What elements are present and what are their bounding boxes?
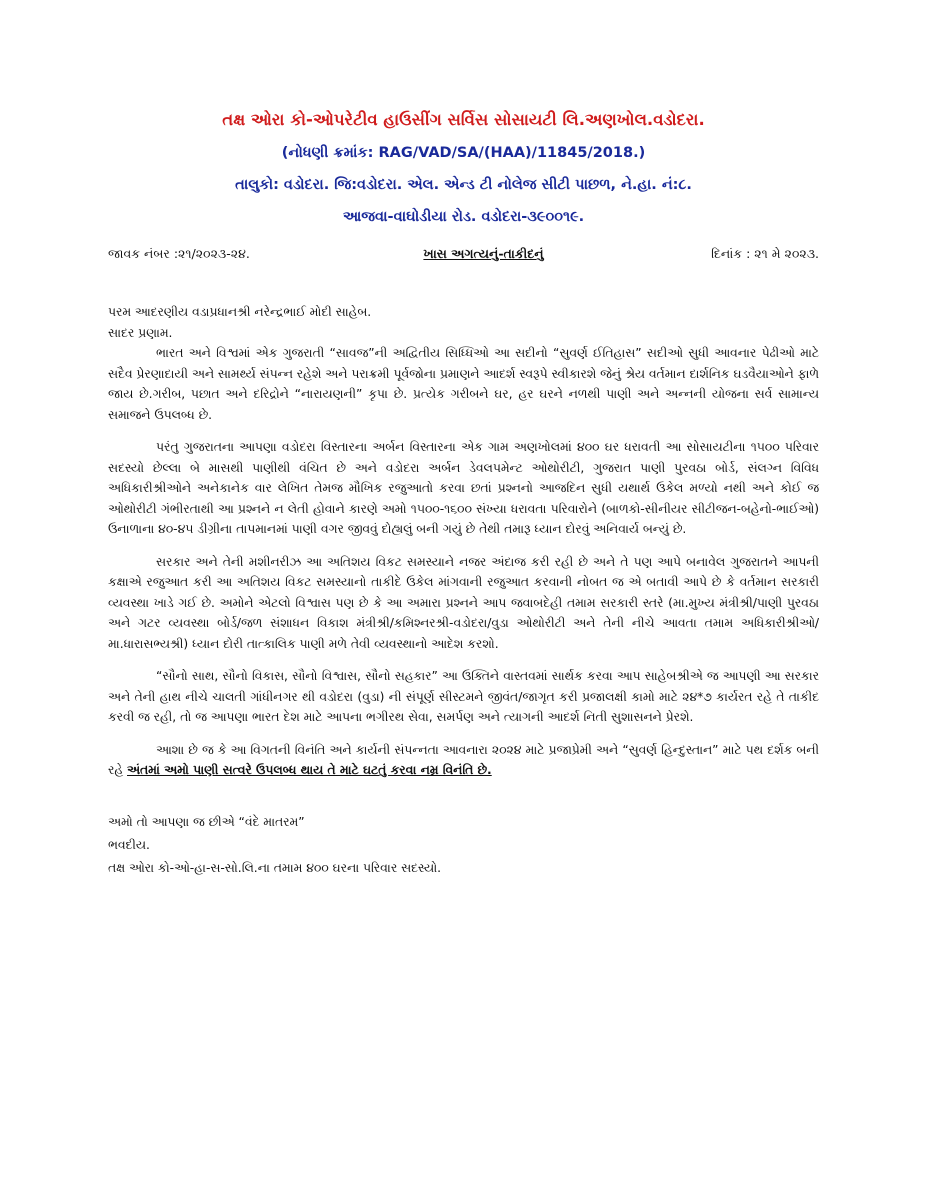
paragraph-5 [108,740,819,781]
closing-line-vande-mataram: અમો તો આપણા જ છીએ “વંદે માતરમ” [108,814,305,829]
closing-signatory: તક્ષ ઓરા કો-ઓ-હા-સ-સો.લિ.ના તમામ ૪૦૦ ઘરના પરિવાર સદસ્યો. [108,860,442,875]
outward-reference: જાવક નંબર :૨૧/૨૦૨૩-૨૪. [108,246,250,261]
address-line-1: તાલુકો: વડોદરા. જિ:વડોદરા. એલ. એન્ડ ટી નોલેજ સીટી પાછળ, ને.હા. નં:૮. [235,177,692,193]
society-title: તક્ષ ઓરા કો-ઓપરેટીવ હાઉસીંગ સર્વિસ સોસાયટી લિ.અણખોલ.વડોદરા. [222,110,705,129]
recipient: પરમ આદરણીય વડાપ્રધાનશ્રી નરેન્દ્રભાઈ મોદી સાહેબ. [108,305,372,319]
paragraph-2: પરંતુ ગુજરાતના આપણા વડોદરા વિસ્તારના અર્બન વિસ્તારના એક ગામ અણખોલમાં ૪૦૦ ઘર ધરાવતી આ સોસાયટીના ૧૫૦૦ પરિવાર સદસ્યો છેલ્લા બે માસથી પાણીથી વંચિત છે અને વડોદરા અર્બન ડેવલપમેન્ટ ઓથોરીટી, ગુજરાત પાણી પુરવઠા બોર્ડ, સંલગ્ન વિવિધ અધિકારીશ્રીઓને અનેકાનેક વાર લેખિત તેમજ મૌખિક રજુઆતો કરવા છતાં પ્રશ્નનો આજદિન સુધી યથાર્થ ઉકેલ મળ્યો નથી અને કોઈ જ ઓથોરીટી ગંભીરતાથી આ પ્રશ્નને ન લેતી હોવાને કારણે અમો ૧૫૦૦-૧૬૦૦ સંખ્યા ધરાવતા પરિવારોને (બાળકો-સીનીયર સીટીજન-બહેનો-ભાઈઓ) ઉનાળાના ૪૦-૪૫ ડીગ્રીના તાપમાનમાં પાણી વગર જીવવું દોહ્યલું બની ગયું છે તેથી તમારૂ ધ્યાન દોરવું અનિવાર્ય બન્યું છે. [108,440,819,536]
paragraph-3: સરકાર અને તેની મશીનરીઝ આ અતિશય વિકટ સમસ્યાને નજર અંદાજ કરી રહી છે અને તે પણ આપે બનાવેલ ગુજરાતને આપની કક્ષાએ રજુઆત કરી આ અતિશય વિકટ સમસ્યાનો તાકીદે ઉકેલ માંગવાની રજુઆત કરવાની નોબત જ એ બતાવી આપે છે કે વર્તમાન સરકારી વ્યવસ્થા ખાડે ગઈ છે. અમોને એટલો વિશ્વાસ પણ છે કે આ અમારા પ્રશ્નને આપ જવાબદેહી તમામ સરકારી સ્તરે (મા.મુખ્ય મંત્રીશ્રી/પાણી પુરવઠા અને ગટર વ્યવસ્થા બોર્ડ/જળ સંશાધન વિકાશ મંત્રીશ્રી/કમિશ્નરશ્રી-વડોદરા/વુડા ઓથોરીટી અને તેની નીચે આવતા તમામ અધિકારીશ્રીઓ/મા.ધારાસભ્યશ્રી) ધ્યાન દોરી તાત્કાલિક પાણી મળે તેવી વ્યવસ્થાનો આદેશ કરશો. [108,554,819,651]
paragraph-4: “સૌનો સાથ, સૌનો વિકાસ, સૌનો વિશ્વાસ, સૌનો સહકાર” આ ઉક્તિને વાસ્તવમાં સાર્થક કરવા આપ સાહેબશ્રીએ જ આપણી આ સરકાર અને તેની હાથ નીચે ચાલતી ગાંધીનગર થી વડોદરા (વુડા) ની સંપૂર્ણ સીસ્ટમને જીવંત/જાગૃત કરી પ્રજાલક્ષી કામો માટે ૨૪*૭ કાર્યરત રહે તે તાકીદ કરવી જ રહી, તો જ આપણા ભારત દેશ માટે આપના ભગીરથ સેવા, સમર્પણ અને ત્યાગની આદર્શ નિતી સુશાસનને પ્રેરશે. [108,669,819,724]
paragraph-5-lead: આશા છે જ કે આ વિગતની વિનંતિ અને કાર્યની સંપન્નતા આવનારા ૨૦૨૪ માટે પ્રજાપ્રેમી અને “સુવર્ણ હિન્દુસ્તાન” માટે પથ દર્શક બની રહે [108,742,819,777]
reference-row [108,244,819,264]
urgency-label: ખાસ અગત્યનું-તાકીદનું [423,246,544,261]
closing-block [108,811,819,880]
registration-number: (નોધણી ક્રમાંક: RAG/VAD/SA/(HAA)/11845/2018.) [281,145,646,161]
letter-body [108,302,819,781]
greeting: સાદર પ્રણામ. [108,325,173,340]
letter-date: દિનાંક : ૨૧ મે ૨૦૨૩. [711,246,819,261]
closing-yours: ભવદીય. [108,837,150,852]
paragraph-1: ભારત અને વિશ્વમાં એક ગુજરાતી “સાવજ”ની અદ્વિતીય સિધ્ધિઓ આ સદીનો “સુવર્ણ ઈતિહાસ” સદીઓ સુધી આવનાર પેઢીઓ માટે સદૈવ પ્રેરણાદાયી અને સામર્થ્ય સંપન્ન રહેશે અને પરાક્રમી પૂર્વજોના પ્રમાણને આદર્શ સ્વરૂપે સ્વીકારશે જેનું શ્રેય વર્તમાન દાર્શનિક ઘડવૈયાઓને ફાળે જાય છે.ગરીબ, પછાત અને દરિદ્રોને “નારાયણની” કૃપા છે. પ્રત્યેક ગરીબને ઘર, હર ઘરને નળથી પાણી અને અન્નની યોજના સર્વ સામાન્ય સમાજને ઉપલબ્ધ છે. [108,346,819,422]
address-line-2: આજવા-વાઘોડીયા રોડ. વડોદરા-૩૯૦૦૧૯. [342,209,585,225]
paragraph-5-emphasis: અંતમાં અમો પાણી સત્વરે ઉપલબ્ધ થાય તે માટે ઘટતું કરવા નમ્ર વિનંતિ છે. [127,763,492,777]
letterhead [108,108,819,228]
